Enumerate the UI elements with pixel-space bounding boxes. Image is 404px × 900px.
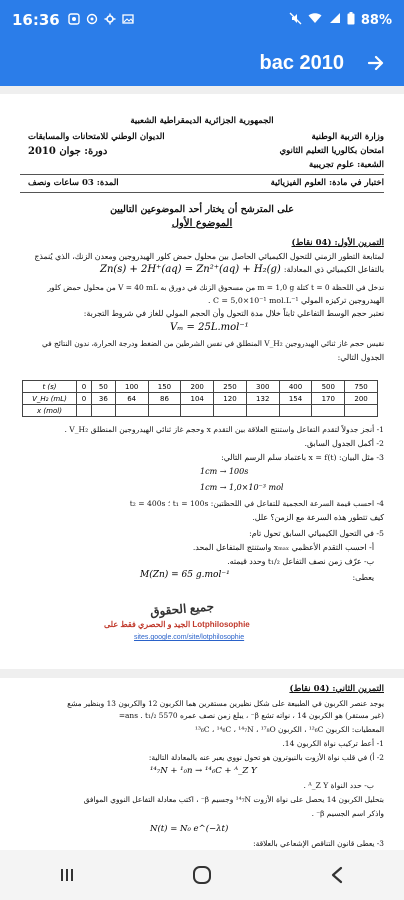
arrow-right-icon bbox=[367, 54, 385, 72]
exercise-2-title: التمرين الثاني: (04 نقاط) bbox=[289, 684, 384, 694]
question-4b: كيف تتطور هذه السرعة مع الزمن؟ علل. bbox=[252, 513, 384, 522]
battery-percent: 88% bbox=[360, 12, 392, 28]
choose-instruction: على المترشح أن يختار أحد الموضوعين التاليين bbox=[110, 204, 294, 215]
notification-icon bbox=[68, 13, 80, 28]
table-row: V_H₂ (mL) 0 36 64 86 104 120 132 154 170 200 bbox=[23, 393, 378, 405]
session-label: دورة: جوان 2010 bbox=[28, 146, 108, 157]
stream-label: الشعبة: علوم تجريبية bbox=[309, 160, 384, 170]
system-nav-bar bbox=[0, 850, 404, 900]
decay-law: N(t) = N₀ e^(−λt) bbox=[150, 824, 229, 834]
watermark-signature: جميع الحقوق bbox=[149, 599, 215, 619]
exercise-2-question-2: 2- أ) في قلب نواة الأزوت بالنيوترون هو تحول نووي يعبر عنه بالمعادلة التالية: bbox=[148, 753, 384, 762]
question-1: 1- أنجز جدولاً لتقدم التفاعل واستنتج العلاقة بين التقدم x وحجم غاز ثنائي الهيدروجين المنطلق V_H₂ . bbox=[64, 425, 384, 434]
app-bar bbox=[0, 40, 404, 86]
app-title: bac 2010 bbox=[259, 51, 344, 74]
exercise-1-title: التمرين الأول: (04 نقاط) bbox=[291, 238, 384, 248]
home-button[interactable] bbox=[172, 855, 232, 895]
exercise-2-question-2b: ب- حدد النواة ᴬ_Z Y . bbox=[303, 781, 374, 790]
topic-heading: الموضوع الأول bbox=[171, 218, 233, 229]
document-page-1 bbox=[0, 94, 404, 669]
mute-icon bbox=[289, 12, 302, 29]
recent-apps-icon bbox=[58, 866, 76, 884]
question-5: 5- في التحول الكيميائي السابق تحول تام: bbox=[249, 529, 384, 538]
duration-label: المدة: 03 ساعات ونصف bbox=[28, 178, 119, 188]
exercise-1-line-1: لمتابعة التطور الزمني للتحول الكيميائي الحاصل بين محلول حمض كلور الهيدروجين ومعدن الزنك، الذي يُنمذج bbox=[34, 252, 384, 261]
scale-time: 1cm → 100s bbox=[200, 467, 249, 476]
table-row: t (s) 0 50 100 150 200 250 300 400 500 750 bbox=[23, 381, 378, 393]
exercise-2-line-2: (غير مستقر) هو الكربون 14 ، نواته تشع β⁻ ، يبلغ زمن نصف عمره 5570 ans . t₁/₂= bbox=[118, 711, 384, 720]
pdf-viewer[interactable] bbox=[0, 86, 404, 850]
exercise-1-line-7: الجدول التالي: bbox=[337, 353, 384, 362]
battery-icon bbox=[347, 12, 355, 29]
republic-heading: الجمهورية الجزائرية الديمقراطية الشعبية bbox=[130, 116, 274, 126]
back-icon bbox=[329, 866, 345, 884]
watermark-link[interactable]: sites.google.com/site/lotphilosophie bbox=[134, 634, 245, 641]
subject-label: اختبار في مادة: العلوم الفيزيائية bbox=[270, 178, 384, 188]
reaction-equation: Zn(s) + 2H⁺(aq) = Zn²⁺(aq) + H₂(g) bbox=[100, 264, 281, 275]
exercise-1-line-6: نقيس حجم غاز ثنائي الهيدروجين V_H₂ المنطلق في نفس الشرطين من الضغط ودرجة الحرارة، ندون النتائج في bbox=[41, 339, 384, 348]
next-button[interactable] bbox=[356, 43, 396, 83]
exercise-2-line-6: 3- يعطى قانون التناقص الإشعاعي بالعلاقة: bbox=[253, 839, 384, 848]
exercise-2-given: المعطيات: الكربون ¹²₆C ، الكربون ¹³₆C ، ¹⁴₆C ، ¹⁴₇N ، ¹⁷₈O bbox=[195, 725, 384, 734]
question-5b: ب- عرّف زمن نصف التفاعل t₁/₂ وحدد قيمته. bbox=[227, 557, 374, 566]
back-button[interactable] bbox=[307, 855, 367, 895]
ministry-label: وزارة التربية الوطنية bbox=[311, 132, 384, 142]
recent-apps-button[interactable] bbox=[37, 855, 97, 895]
measurement-table bbox=[22, 380, 378, 417]
status-bar bbox=[0, 0, 404, 40]
table-row: x (mol) bbox=[23, 405, 378, 417]
scale-advancement: 1cm → 1,0×10⁻³ mol bbox=[200, 483, 284, 492]
question-4: 4- احسب قيمة السرعة الحجمية للتفاعل في اللحظتين: t₁ = 100s ؛ t₂ = 400s bbox=[129, 499, 384, 508]
home-icon bbox=[192, 865, 212, 885]
exercise-1-line-3: ندخل في اللحظة t = 0 كتلة m = 1,0 g من مسحوق الزنك في دورق به V = 40 mL من محلول حمض كلور bbox=[47, 283, 384, 292]
signal-icon bbox=[328, 12, 341, 28]
office-label: الديوان الوطني للامتحانات والمسابقات bbox=[28, 132, 165, 142]
header-divider bbox=[20, 174, 384, 175]
exercise-2-line-1: يوجد عنصر الكربون في الطبيعة على شكل نظيرين مستقرين هما الكربون 12 والكربون 13 وبنظير مشع bbox=[67, 699, 384, 708]
given-label: يعطى: bbox=[352, 573, 374, 582]
settings-icon bbox=[86, 13, 98, 28]
header-divider-2 bbox=[20, 192, 384, 193]
exercise-2-line-3: بتحليل الكربون 14 يحصل على نواة الأزوت ¹⁴₇N وجسيم β⁻ ، اكتب معادلة التفاعل النووي الموافق bbox=[83, 795, 384, 804]
exercise-2-line-4: واذكر اسم الجسيم β⁻ . bbox=[311, 809, 384, 818]
question-5a: أ- احسب التقدم الأعظمي xₘₐₓ واستنتج المتفاعل المحد. bbox=[192, 543, 374, 552]
question-3: 3- مثل البيان: x = f(t) باعتماد سلم الرسم التالي: bbox=[221, 453, 384, 462]
exercise-1-line-2: بالتفاعل الكيميائي ذي المعادلة: bbox=[283, 265, 384, 274]
exercise-2-question-1: 1- أعط تركيب نواة الكربون 14. bbox=[282, 739, 384, 748]
image-icon bbox=[122, 13, 134, 28]
status-time: 16:36 bbox=[12, 11, 60, 29]
exam-label: امتحان بكالوريا التعليم الثانوي bbox=[279, 146, 384, 156]
question-2: 2- أكمل الجدول السابق. bbox=[304, 439, 384, 448]
wifi-icon bbox=[308, 12, 322, 28]
watermark-text: الجيد و الحصري فقط على Lotphilosophie bbox=[104, 620, 250, 629]
exercise-1-line-4: الهيدروجين تركيزه المولي C = 5,0×10⁻¹ mol.L⁻¹ . bbox=[207, 296, 384, 305]
exercise-1-line-5: نعتبر حجم الوسط التفاعلي ثابتاً خلال مدة التحول وأن الحجم المولي للغاز في شروط التجربة: bbox=[83, 309, 384, 318]
document-page-2 bbox=[0, 678, 404, 850]
molar-volume: Vₘ = 25L.mol⁻¹ bbox=[170, 322, 249, 333]
zinc-molar-mass: M(Zn) = 65 g.mol⁻¹ bbox=[140, 570, 230, 580]
gear-icon bbox=[104, 13, 116, 28]
nuclear-equation: ¹⁴₇N + ¹₀n → ¹⁴₆C + ᴬ_Z Y bbox=[150, 766, 257, 776]
